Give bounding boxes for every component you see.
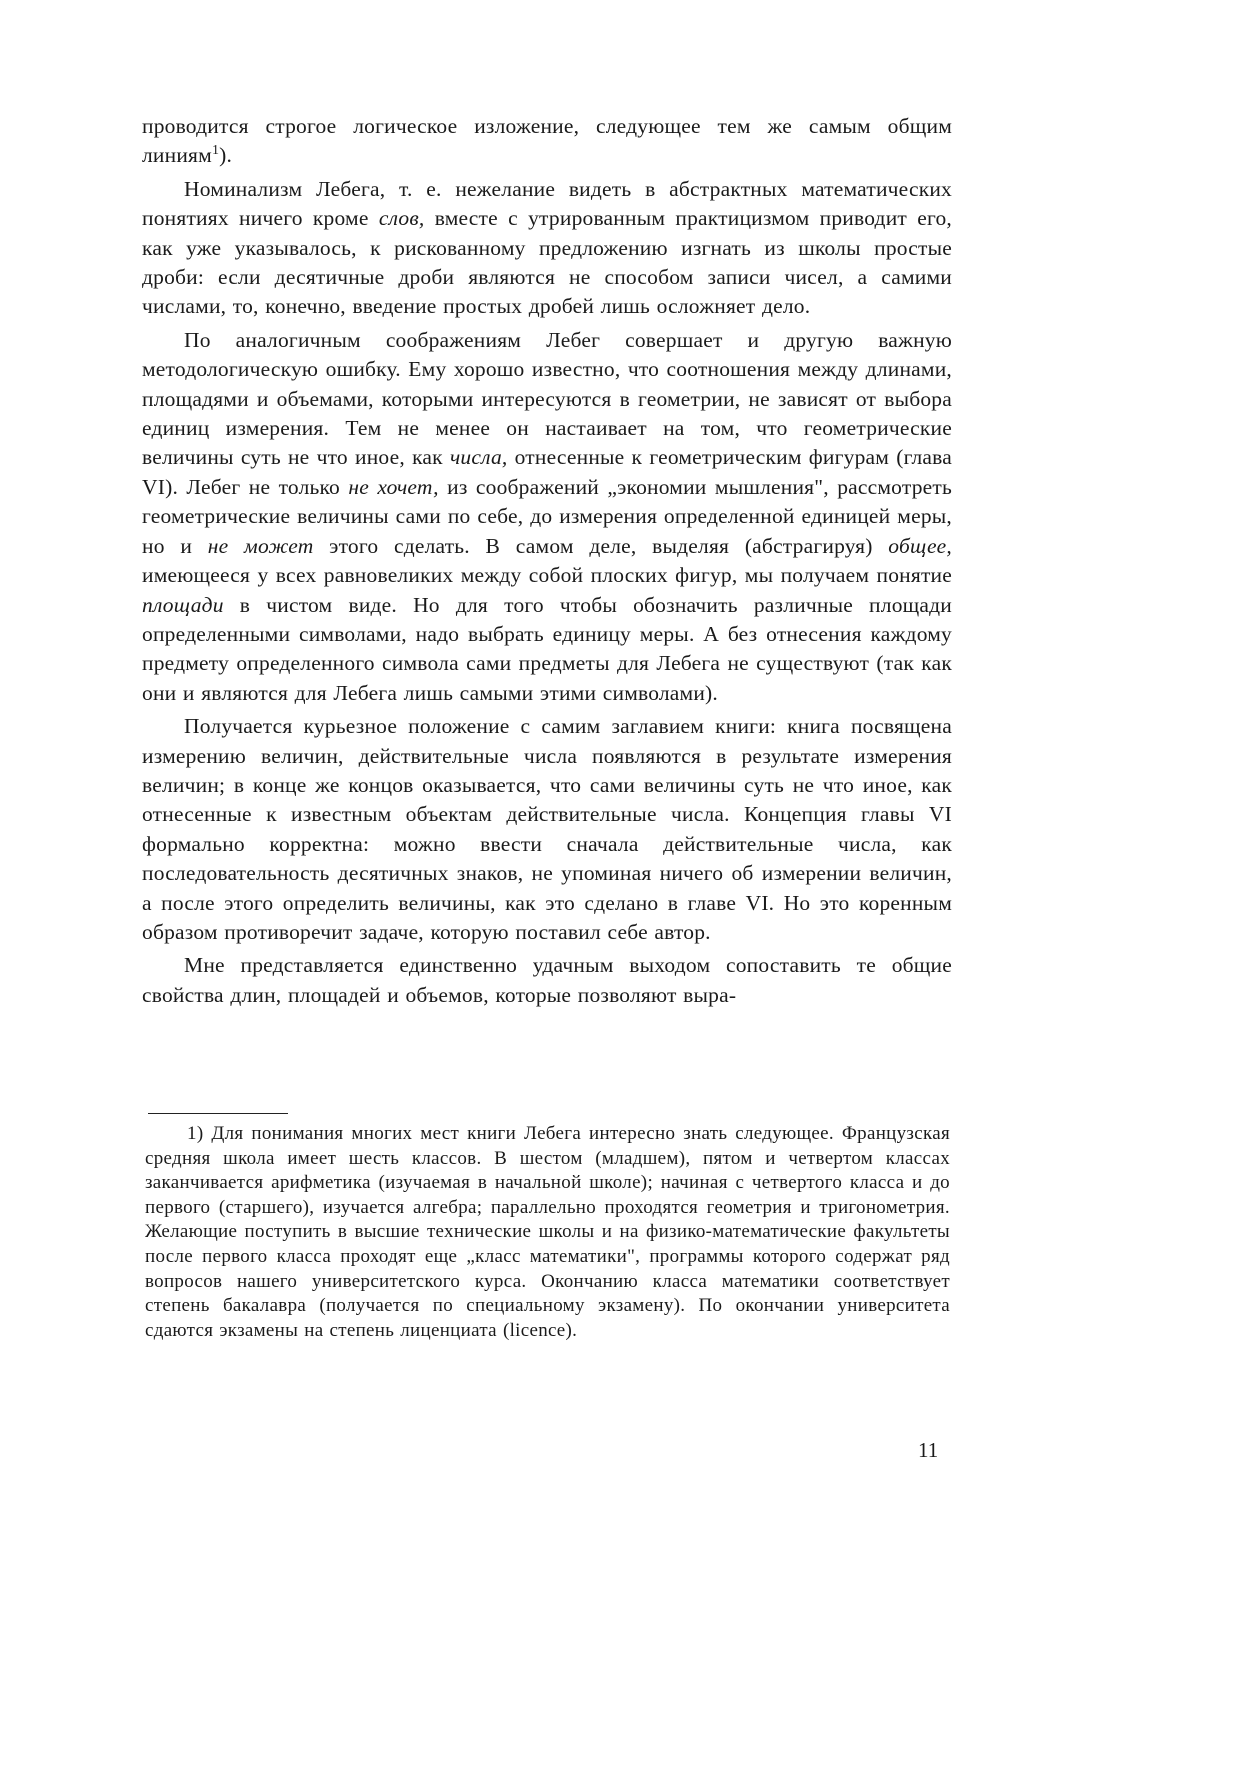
paragraph-3-text-e: имеющееся у всех равновеликих между собой плоских фигур, мы получаем понятие: [142, 563, 952, 588]
emphasis-slov: слов,: [378, 206, 425, 231]
footnote-marker: 1: [187, 1123, 197, 1144]
footnote-paragraph: [145, 1122, 950, 1343]
paragraph-3-text-f: в чистом виде. Но для того чтобы обозначить различные площади определенными символами, надо выбрать единицу меры. А без отнесения каждому предмету определенного символа сами предметы для Лебега не существуют (так как они и являются для Лебега лишь самыми этими символами).: [142, 592, 952, 705]
paragraph-1: [142, 112, 952, 171]
footnote-ref: 1: [211, 143, 220, 159]
paragraph-3: [142, 326, 952, 708]
emphasis-ne-mozhet: не может: [207, 533, 314, 558]
paragraph-1-end: ).: [219, 143, 233, 168]
emphasis-ne-hochet: не хочет,: [348, 474, 439, 499]
paragraph-3-text-a: По аналогичным соображениям Лебег совершает и другую важную методологическую ошибку. Ему хорошо известно, что соотношения между длинами, площадями и объемами, которыми интересуются в геометрии, не зависят от выбора единиц измерения. Тем не менее он настаивает на том, что геометрические величины суть не что иное, как: [142, 327, 952, 470]
paragraph-2-text-a: Номинализм Лебега, т. е. нежелание видеть в абстрактных математических понятиях ничего кроме: [142, 176, 952, 231]
paragraph-4-text: Получается курьезное положение с самим заглавием книги: книга посвящена измерению величин, действительные числа появляются в результате измерения величин; в конце же концов оказывается, что сами величины суть не что иное, как отнесенные к известным объектам действительные числа. Концепция главы VI формально корректна: можно ввести сначала действительные числа, как последовательность десятичных знаков, не упоминая ничего об измерении величин, а после этого определить величины, как это сделано в главе VI. Но это коренным образом противоречит задаче, которую поставил себе автор.: [142, 714, 952, 944]
emphasis-chisla: числа,: [449, 445, 508, 470]
paragraph-1-text: проводится строгое логическое изложение, следующее тем же самым общим линиям: [142, 114, 952, 168]
paragraph-3-text-d: этого сделать. В самом деле, выделяя (абстрагируя): [313, 533, 889, 558]
paragraph-5: [142, 951, 952, 1010]
emphasis-ploshchadi: площади: [142, 592, 224, 617]
paragraph-4: [142, 712, 952, 947]
paragraph-5-text: Мне представляется единственно удачным выходом сопоставить те общие свойства длин, площадей и объемов, которые позволяют выра-: [142, 953, 952, 1007]
footnote-text: ) Для понимания многих мест книги Лебега интересно знать следующее. Французская средняя школа имеет шесть классов. В шестом (младшем), пятом и четвертом классах заканчивается арифметика (изучаемая в начальной школе); начиная с четвертого класса и до первого (старшего), изучается алгебра; параллельно проходятся геометрия и тригонометрия. Желающие поступить в высшие технические школы и на физико-математические факультеты после первого класса проходят еще „класс математики", программы которого содержат ряд вопросов нашего университетского курса. Окончанию класса математики соответствует степень бакалавра (получается по специальному экзамену). По окончании университета сдаются экзамены на степень лиценциата (licence).: [145, 1123, 950, 1341]
paragraph-2: [142, 175, 952, 322]
emphasis-obshchee: общее,: [888, 533, 953, 558]
footnote-divider: [148, 1113, 288, 1114]
page-number: 11: [918, 1438, 939, 1462]
footnote: [145, 1122, 950, 1343]
paragraph-3-text-b: отнесенные к геометрическим фигурам (глава VI). Лебег не только: [142, 445, 952, 499]
paragraph-3-text-c: из соображений „экономии мышления", рассмотреть геометрические величины сами по себе, до измерения определенной единицей меры, но и: [142, 474, 952, 558]
paragraph-2-text-b: вместе с утрированным практицизмом приводит его, как уже указывалось, к рискованному предложению изгнать из школы простые дроби: если десятичные дроби являются не способом записи чисел, а самими числами, то, конечно, введение простых дробей лишь осложняет дело.: [142, 206, 952, 319]
main-text: [142, 112, 952, 1014]
